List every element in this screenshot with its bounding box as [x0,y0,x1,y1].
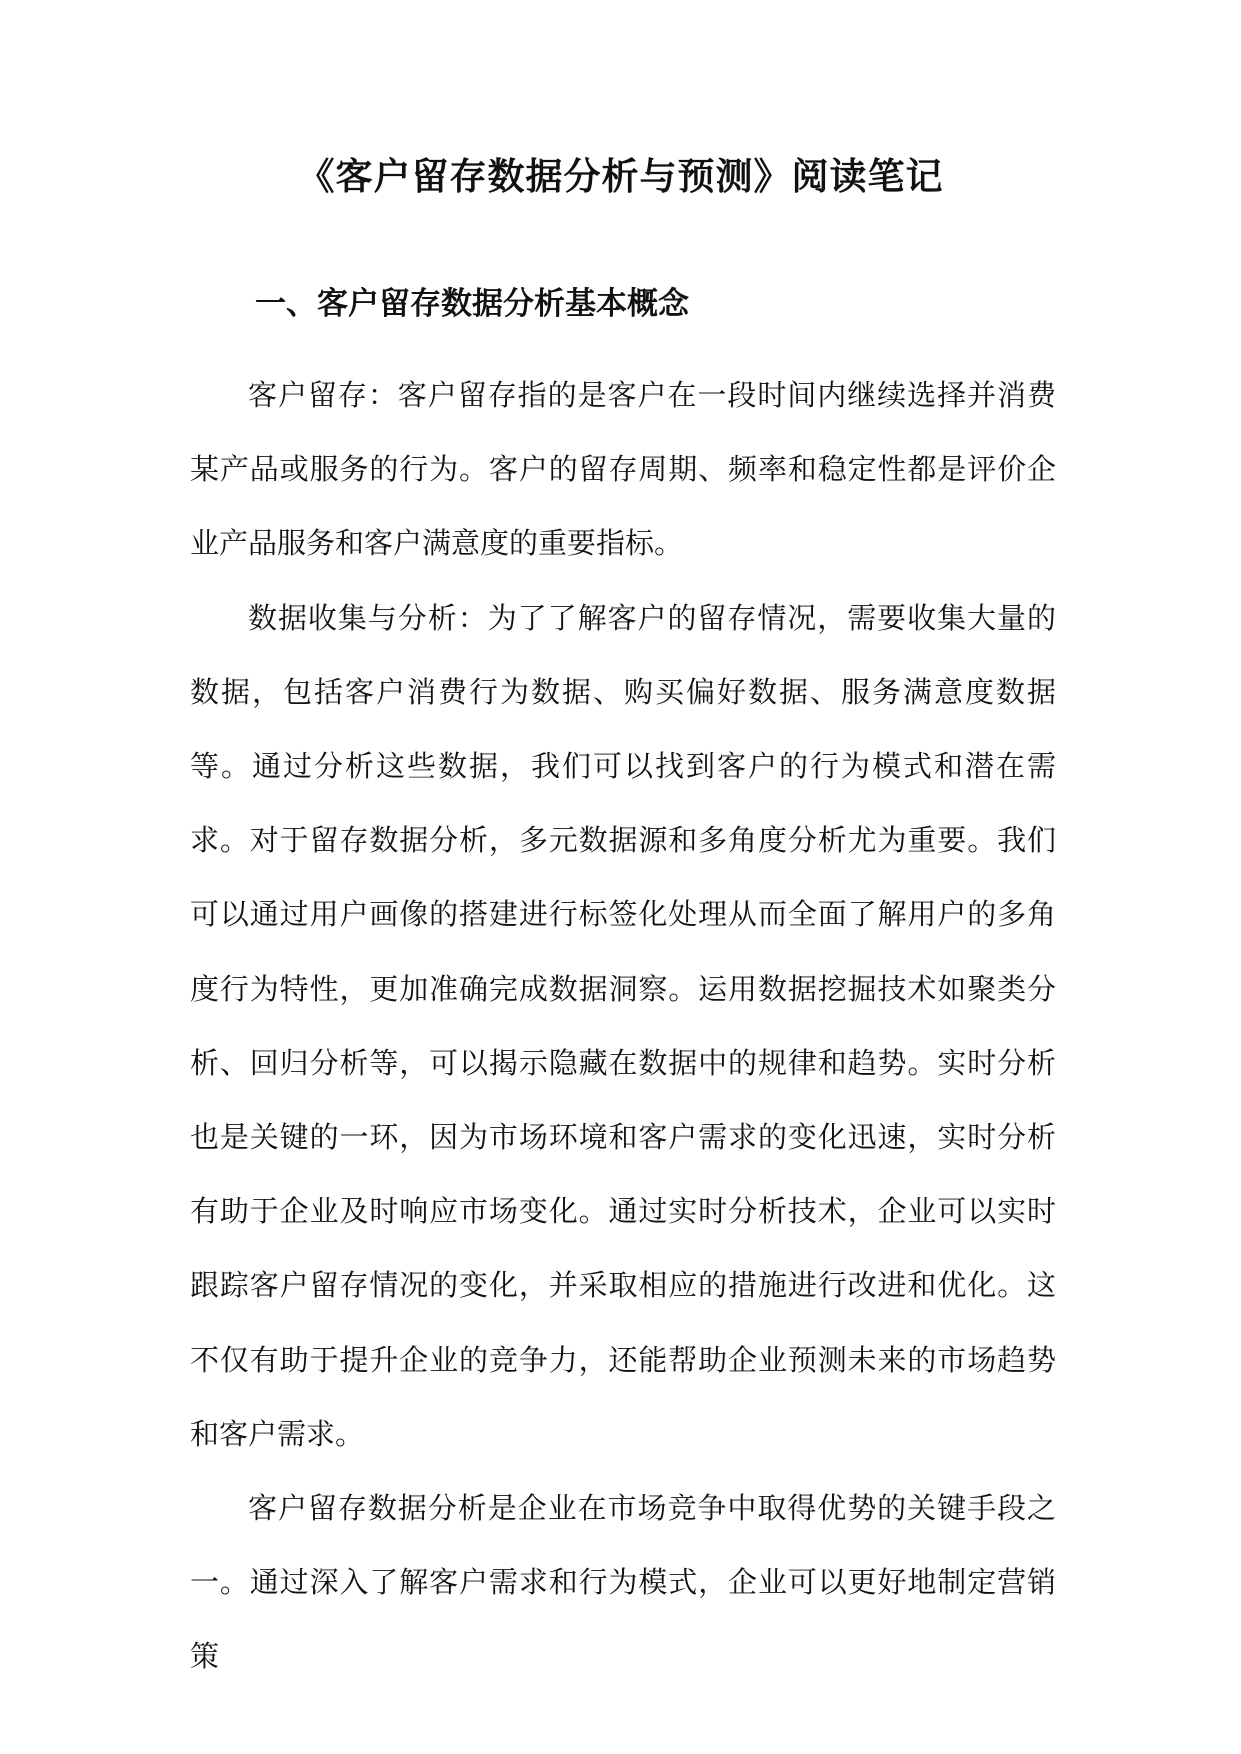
paragraph-competitive-advantage: 客户留存数据分析是企业在市场竞争中取得优势的关键手段之一。通过深入了解客户需求和行为模式，企业可以更好地制定营销策 [190,1491,1056,1674]
section-body [190,358,1056,1694]
paragraph-data-collection-analysis: 数据收集与分析：为了了解客户的留存情况，需要收集大量的数据，包括客户消费行为数据、购买偏好数据、服务满意度数据等。通过分析这些数据，我们可以找到客户的行为模式和潜在需求。对于留存数据分析，多元数据源和多角度分析尤为重要。我们可以通过用户画像的搭建进行标签化处理从而全面了解用户的多角度行为特性，更加准确完成数据洞察。运用数据挖掘技术如聚类分析、回归分析等，可以揭示隐藏在数据中的规律和趋势。实时分析也是关键的一环，因为市场环境和客户需求的变化迅速，实时分析有助于企业及时响应市场变化。通过实时分析技术，企业可以实时跟踪客户留存情况的变化，并采取相应的措施进行改进和优化。这不仅有助于提升企业的竞争力，还能帮助企业预测未来的市场趋势和客户需求。 [190,600,1056,1451]
section-heading: 一、客户留存数据分析基本概念 [255,286,689,322]
paragraph-customer-retention: 客户留存：客户留存指的是客户在一段时间内继续选择并消费某产品或服务的行为。客户的留存周期、频率和稳定性都是评价企业产品服务和客户满意度的重要指标。 [190,378,1056,561]
document-title: 《客户留存数据分析与预测》阅读笔记 [297,154,944,198]
